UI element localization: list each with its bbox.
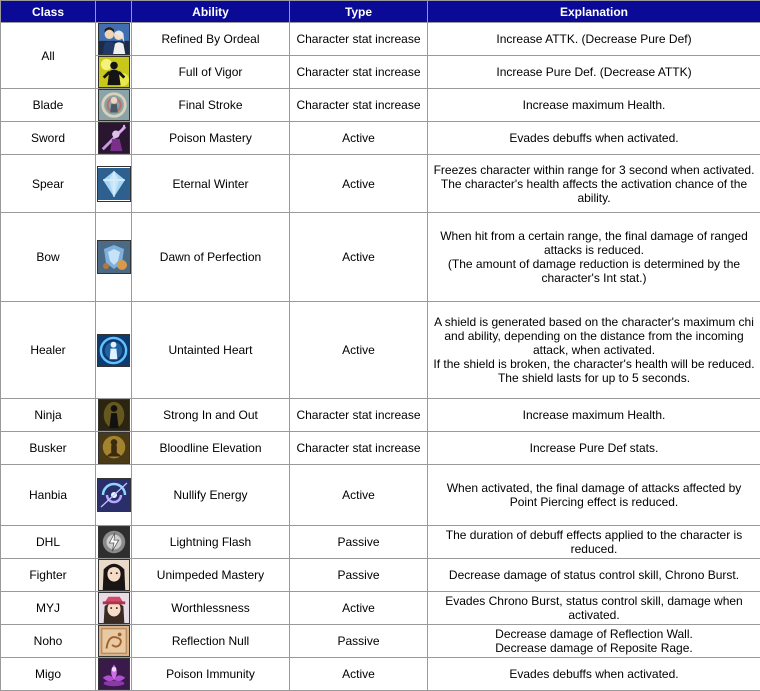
class-cell: Bow: [1, 213, 96, 302]
explanation-cell: Increase maximum Health.: [428, 89, 760, 122]
ability-cell: Final Stroke: [132, 89, 290, 122]
type-cell: Active: [290, 155, 428, 213]
type-cell: Active: [290, 658, 428, 691]
ability-cell: Worthlessness: [132, 592, 290, 625]
dark-hair-girl-icon: [98, 559, 130, 591]
class-cell: DHL: [1, 526, 96, 559]
class-cell: MYJ: [1, 592, 96, 625]
header-explanation: Explanation: [428, 1, 760, 23]
table-row: [1, 56, 760, 89]
explanation-cell: Decrease damage of Reflection Wall. Decrease damage of Reposite Rage.: [428, 625, 760, 658]
explanation-cell: The duration of debuff effects applied to the character is reduced.: [428, 526, 760, 559]
ability-cell: Refined By Ordeal: [132, 23, 290, 56]
header-type: Type: [290, 1, 428, 23]
class-cell: Healer: [1, 302, 96, 399]
explanation-cell: Freezes character within range for 3 second when activated. The character's health affects the activation chance of the ability.: [428, 155, 760, 213]
header-row: [1, 1, 760, 23]
ability-cell: Strong In and Out: [132, 399, 290, 432]
type-cell: Character stat increase: [290, 432, 428, 465]
explanation-cell: When activated, the final damage of attacks affected by Point Piercing effect is reduced.: [428, 465, 760, 526]
type-cell: Active: [290, 302, 428, 399]
ability-cell: Poison Mastery: [132, 122, 290, 155]
table-row: [1, 465, 760, 526]
explanation-cell: Decrease damage of status control skill, Chrono Burst.: [428, 559, 760, 592]
table-row: [1, 592, 760, 625]
class-cell: Noho: [1, 625, 96, 658]
type-cell: Active: [290, 122, 428, 155]
parchment-swirl-icon: [98, 625, 130, 657]
type-cell: Passive: [290, 559, 428, 592]
table-row: [1, 658, 760, 691]
purple-lotus-icon: [98, 658, 130, 690]
table-row: [1, 23, 760, 56]
table-row: [1, 213, 760, 302]
ability-cell: Dawn of Perfection: [132, 213, 290, 302]
girl-with-hat-icon: [98, 592, 130, 624]
glowing-figure-icon: [98, 56, 130, 88]
shadow-ninja-icon: [98, 399, 130, 431]
table-row: [1, 399, 760, 432]
class-cell: All: [1, 23, 96, 89]
type-cell: Character stat increase: [290, 56, 428, 89]
table-row: [1, 526, 760, 559]
explanation-cell: Increase maximum Health.: [428, 399, 760, 432]
energy-vortex-icon: [97, 478, 131, 512]
class-cell: Blade: [1, 89, 96, 122]
ability-cell: Reflection Null: [132, 625, 290, 658]
ability-cell: Unimpeded Mastery: [132, 559, 290, 592]
ability-cell: Lightning Flash: [132, 526, 290, 559]
type-cell: Character stat increase: [290, 399, 428, 432]
ability-cell: Bloodline Elevation: [132, 432, 290, 465]
ability-cell: Nullify Energy: [132, 465, 290, 526]
header-ability: Ability: [132, 1, 290, 23]
lightning-orb-icon: [98, 526, 130, 558]
explanation-cell: Increase ATTK. (Decrease Pure Def): [428, 23, 760, 56]
header-icon: [96, 1, 132, 23]
type-cell: Active: [290, 465, 428, 526]
class-cell: Fighter: [1, 559, 96, 592]
meditating-figure-icon: [98, 432, 130, 464]
ability-cell: Untainted Heart: [132, 302, 290, 399]
ability-cell: Full of Vigor: [132, 56, 290, 89]
table-row: [1, 559, 760, 592]
type-cell: Passive: [290, 526, 428, 559]
class-cell: Sword: [1, 122, 96, 155]
class-cell: Hanbia: [1, 465, 96, 526]
ability-cell: Eternal Winter: [132, 155, 290, 213]
swirl-warrior-icon: [98, 89, 130, 121]
type-cell: Character stat increase: [290, 89, 428, 122]
type-cell: Passive: [290, 625, 428, 658]
explanation-cell: Evades debuffs when activated.: [428, 122, 760, 155]
class-cell: Migo: [1, 658, 96, 691]
type-cell: Active: [290, 213, 428, 302]
explanation-cell: When hit from a certain range, the final damage of ranged attacks is reduced. (The amount of damage reduction is determined by the character's Int stat.): [428, 213, 760, 302]
explanation-cell: A shield is generated based on the character's maximum chi and ability, depending on the distance from the incoming attack, when activated. If the shield is broken, the character's health will be reduced. The shield lasts for up to 5 seconds.: [428, 302, 760, 399]
class-cell: Busker: [1, 432, 96, 465]
type-cell: Active: [290, 592, 428, 625]
class-cell: Spear: [1, 155, 96, 213]
class-cell: Ninja: [1, 399, 96, 432]
crystal-shield-icon: [97, 240, 131, 274]
couple-portrait-icon: [98, 23, 130, 55]
type-cell: Character stat increase: [290, 23, 428, 56]
explanation-cell: Increase Pure Def. (Decrease ATTK): [428, 56, 760, 89]
table-row: [1, 155, 760, 213]
table-row: [1, 89, 760, 122]
header-class: Class: [1, 1, 96, 23]
ice-crystal-icon: [97, 166, 131, 202]
explanation-cell: Evades Chrono Burst, status control skill, damage when activated.: [428, 592, 760, 625]
table-row: [1, 625, 760, 658]
purple-swordsman-icon: [98, 122, 130, 154]
explanation-cell: Increase Pure Def stats.: [428, 432, 760, 465]
ability-cell: Poison Immunity: [132, 658, 290, 691]
table-row: [1, 122, 760, 155]
table-row: [1, 432, 760, 465]
blue-aura-figure-icon: [97, 334, 130, 367]
explanation-cell: Evades debuffs when activated.: [428, 658, 760, 691]
table-row: [1, 302, 760, 399]
